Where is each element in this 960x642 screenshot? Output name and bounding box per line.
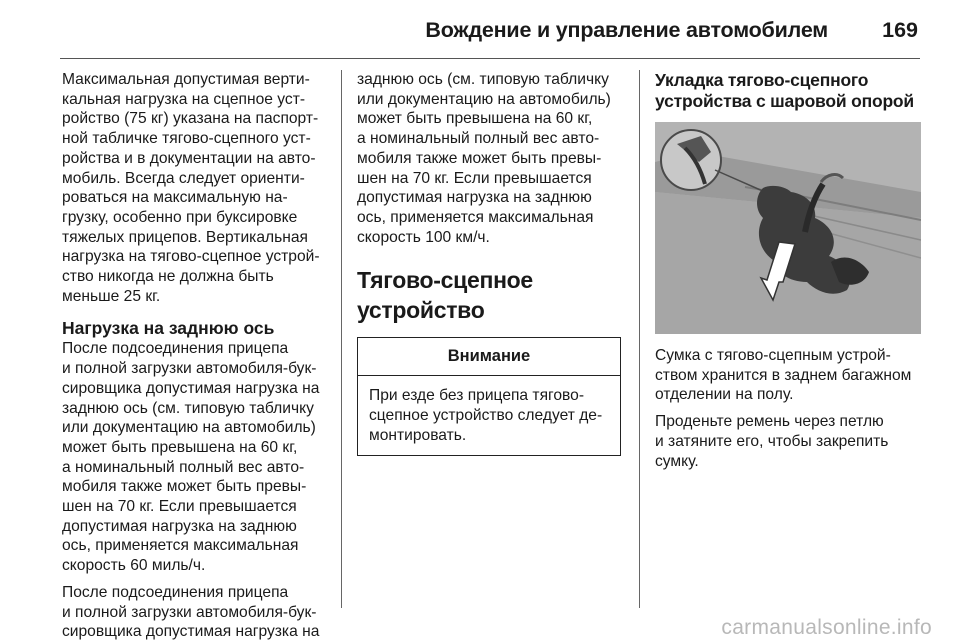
- paragraph-rear-axle-continued: После подсоединения прицепа и полной загрузки автомобиля-бук- сировщика допустимая нагрузка на: [62, 583, 320, 641]
- text-column-2: [357, 70, 623, 456]
- warning-box: [357, 337, 621, 456]
- header-divider: [60, 58, 920, 59]
- heading-towing-device: Тягово-сцепное устройство: [357, 267, 533, 324]
- paragraph-rear-axle-60mph: После подсоединения прицепа и полной загрузки автомобиля-бук- сировщика допустимая нагрузка на заднюю ось (см. типовую табличку или документацию на автомобиль) может быть превышена на 60 кг, а номинальный полный вес авто- мобиля также может быть превы- шен на 70 кг. Если превышается допустимая нагрузка на заднюю ось, применяется максимальная скорость 60 миль/ч.: [62, 340, 320, 575]
- paragraph-strap-instructions: Проденьте ремень через петлю и затяните его, чтобы закрепить сумку.: [655, 413, 889, 470]
- column-divider-1: [341, 70, 342, 608]
- detail-circle: [661, 130, 721, 190]
- page-number: 169: [882, 18, 918, 42]
- tow-bag-illustration-svg: [655, 122, 921, 334]
- heading-stowing-ball-bar: Укладка тягово-сцепного устройства с шаровой опорой: [655, 70, 914, 111]
- heading-rear-axle-load: Нагрузка на заднюю ось: [62, 318, 275, 339]
- column-divider-2: [639, 70, 640, 608]
- paragraph-bag-location: Сумка с тягово-сцепным устрой- ством хранится в заднем багажном отделении на полу.: [655, 347, 912, 404]
- page-header: [0, 0, 960, 60]
- warning-title: Внимание: [358, 338, 620, 376]
- text-column-1: [62, 70, 334, 642]
- page-title: Вождение и управление автомобилем: [425, 18, 828, 42]
- illustration-tow-bag-strap: [655, 122, 921, 334]
- text-column-3: [655, 70, 923, 471]
- paragraph-rear-axle-100kmh: заднюю ось (см. типовую табличку или документацию на автомобиль) может быть превышена на 60 кг, а номинальный полный вес авто- мобиля также может быть превы- шен на 70 кг. Если превышается допустимая нагрузка на заднюю ось, применяется максимальная скорость 100 км/ч.: [357, 71, 611, 246]
- paragraph-vertical-load: Максимальная допустимая верти- кальная нагрузка на сцепное уст- ройство (75 кг) указана на паспорт- ной табличке тягово-сцепного уст- ройства и в документации на авто- мобиль. Всегда следует ориенти- роваться на максимальную на- грузку, особенно при буксировке тяжелых прицепов. Вертикальная нагрузка на тягово-сцепное устрой- ство никогда не должна быть меньше 25 кг.: [62, 71, 320, 305]
- warning-text: При езде без прицепа тягово- сцепное устройство следует де- монтировать.: [369, 387, 603, 444]
- watermark: carmanualsonline.info: [721, 616, 932, 639]
